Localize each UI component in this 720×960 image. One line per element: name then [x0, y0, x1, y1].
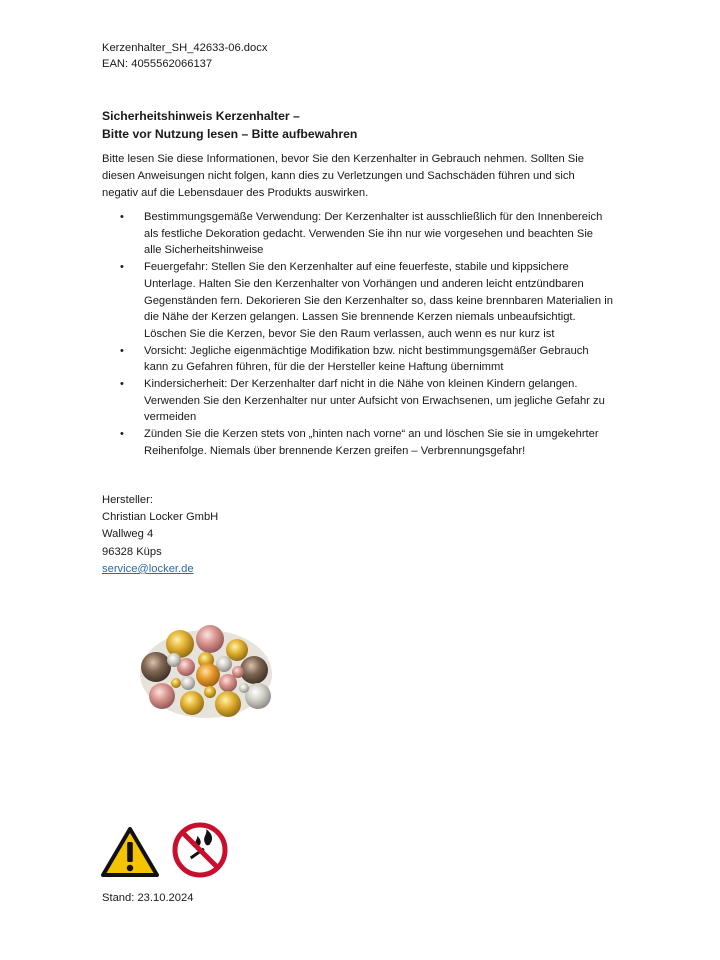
manufacturer-label: Hersteller: — [102, 494, 153, 506]
bullet-line: alle Sicherheitshinweise — [144, 244, 264, 257]
intro-line: negativ auf die Lebensdauer des Produkts auswirken. — [102, 187, 369, 199]
document-title-line-1: Sicherheitshinweis Kerzenhalter – — [102, 109, 300, 123]
bullet-line: Vorsicht: Jegliche eigenmächtige Modifikation bzw. nicht bestimmungsgemäßer Gebrauch — [144, 344, 589, 357]
bullet-child-safety — [102, 376, 632, 426]
bullet-line: Zünden Sie die Kerzen stets von „hinten nach vorne“ an und löschen Sie sie in umgekehrter — [144, 428, 599, 441]
intro-line: Bitte lesen Sie diese Informationen, bevor Sie den Kerzenhalter in Gebrauch nehmen. Sollten Sie — [102, 153, 584, 165]
bullet-line: kann zu Gefahren führen, für die der Hersteller keine Haftung übernimmt — [144, 361, 504, 374]
candle-holder-photo — [136, 620, 276, 720]
document-filename: Kerzenhalter_SH_42633-06.docx — [102, 42, 268, 54]
bullet-symbol: • — [120, 211, 124, 223]
document-date: Stand: 23.10.2024 — [102, 892, 194, 904]
manufacturer-city: 96328 Küps — [102, 545, 162, 558]
bullet-line: Löschen Sie die Kerzen, bevor Sie den Raum verlassen, auch wenn es nur kurz ist — [144, 327, 555, 340]
warning-triangle-icon — [100, 826, 160, 878]
ean-code: EAN: 4055562066137 — [102, 58, 213, 70]
bullet-intended-use — [102, 209, 632, 259]
intro-line: diesen Anweisungen nicht folgen, kann dies zu Verletzungen und Sachschäden führen und sich — [102, 170, 575, 182]
manufacturer-street: Wallweg 4 — [102, 528, 154, 541]
manufacturer-block — [102, 492, 218, 578]
bullet-line: Bestimmungsgemäße Verwendung: Der Kerzenhalter ist ausschließlich für den Innenbereich — [144, 211, 603, 223]
bullet-line: Reihenfolge. Niemals über brennende Kerzen greifen – Verbrennungsgefahr! — [144, 444, 526, 457]
bullet-symbol: • — [120, 344, 124, 357]
manufacturer-email-link[interactable]: service@locker.de — [102, 562, 194, 575]
bullet-line: als festliche Dekoration gedacht. Verwenden Sie ihn nur wie vorgesehen und beachten Sie — [144, 227, 594, 240]
bullet-symbol: • — [120, 378, 124, 391]
bullet-symbol: • — [120, 428, 124, 441]
bullet-line: Unterlage. Halten Sie den Kerzenhalter von Vorhängen und anderen leicht entzündbaren — [144, 277, 584, 290]
bullet-line: vermeiden — [144, 411, 197, 424]
manufacturer-company: Christian Locker GmbH — [102, 511, 219, 524]
safety-bullet-list — [102, 209, 632, 460]
document-title-line-2: Bitte vor Nutzung lesen – Bitte aufbewahren — [102, 127, 358, 141]
bullet-line: Gegenständen fern. Dekorieren Sie den Kerzenhalter so, dass keine brennbaren Materialien in — [144, 294, 613, 307]
bullet-line: Kindersicherheit: Der Kerzenhalter darf nicht in die Nähe von kleinen Kindern gelangen. — [144, 378, 578, 391]
bullet-line: die Nähe der Kerzen gelangen. Lassen Sie brennende Kerzen niemals unbeaufsichtigt. — [144, 311, 576, 324]
bullet-line: Verwenden Sie den Kerzenhalter nur unter Aufsicht von Erwachsenen, um jegliche Gefahr zu — [144, 394, 605, 407]
bullet-symbol: • — [120, 261, 124, 274]
bullet-caution — [102, 343, 632, 376]
bullet-fire-hazard — [102, 259, 632, 343]
intro-paragraph — [102, 151, 622, 202]
no-open-flame-icon — [172, 822, 228, 878]
bullet-lighting-order — [102, 426, 632, 459]
bullet-line: Feuergefahr: Stellen Sie den Kerzenhalter auf eine feuerfeste, stabile und kippsichere — [144, 261, 569, 274]
